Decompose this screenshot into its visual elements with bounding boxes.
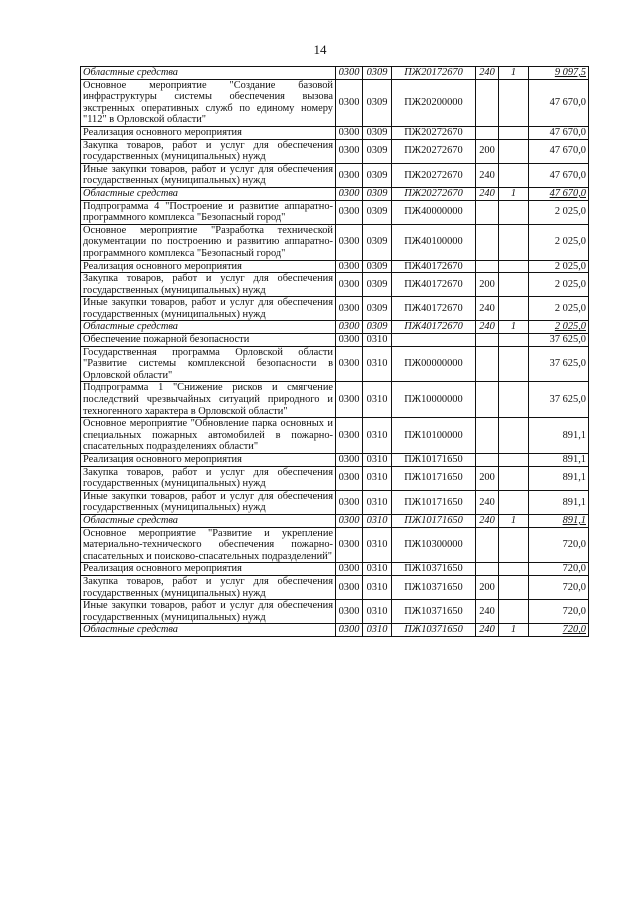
row-source-cell	[499, 600, 529, 624]
row-amount-cell: 720,0	[529, 624, 589, 637]
row-source-cell	[499, 260, 529, 273]
row-expense-type-cell	[476, 346, 499, 382]
row-amount-cell: 720,0	[529, 600, 589, 624]
row-expense-type-cell	[476, 382, 499, 418]
row-source-cell	[499, 334, 529, 347]
table-row	[81, 418, 589, 454]
row-name-cell: Основное мероприятие "Разработка технической документации по построению и развитию аппаратно-программного комплекса "Безопасный город"	[81, 224, 336, 260]
table-row	[81, 575, 589, 599]
row-source-cell	[499, 200, 529, 224]
row-subsection-cell: 0310	[363, 514, 392, 527]
row-amount-cell: 2 025,0	[529, 200, 589, 224]
row-subsection-cell: 0309	[363, 139, 392, 163]
row-amount-cell: 891,1	[529, 418, 589, 454]
table-row	[81, 346, 589, 382]
row-amount-cell: 720,0	[529, 575, 589, 599]
row-expense-type-cell: 240	[476, 163, 499, 187]
row-name-cell: Иные закупки товаров, работ и услуг для обеспечения государственных (муниципальных) нужд	[81, 600, 336, 624]
row-name-cell: Закупка товаров, работ и услуг для обеспечения государственных (муниципальных) нужд	[81, 466, 336, 490]
row-name-cell: Областные средства	[81, 624, 336, 637]
row-subsection-cell: 0309	[363, 163, 392, 187]
row-source-cell	[499, 224, 529, 260]
row-subsection-cell: 0309	[363, 126, 392, 139]
row-amount-cell: 2 025,0	[529, 321, 589, 334]
row-target-article-cell: ПЖ10000000	[392, 382, 476, 418]
row-expense-type-cell	[476, 527, 499, 563]
row-expense-type-cell	[476, 563, 499, 576]
row-source-cell	[499, 382, 529, 418]
row-name-cell: Областные средства	[81, 187, 336, 200]
row-expense-type-cell	[476, 79, 499, 126]
table-row	[81, 79, 589, 126]
row-target-article-cell: ПЖ40172670	[392, 260, 476, 273]
row-expense-type-cell	[476, 454, 499, 467]
table-row	[81, 624, 589, 637]
row-source-cell	[499, 346, 529, 382]
row-target-article-cell: ПЖ20272670	[392, 126, 476, 139]
table-row	[81, 321, 589, 334]
row-section-cell: 0300	[336, 224, 363, 260]
row-subsection-cell: 0310	[363, 575, 392, 599]
row-name-cell: Основное мероприятие "Создание базовой инфраструктуры системы обеспечения вызова экстренных оперативных служб по единому номеру "112" в Орловской области"	[81, 79, 336, 126]
table-row	[81, 187, 589, 200]
row-name-cell: Реализация основного мероприятия	[81, 260, 336, 273]
row-target-article-cell: ПЖ10171650	[392, 514, 476, 527]
row-expense-type-cell	[476, 126, 499, 139]
row-subsection-cell: 0309	[363, 273, 392, 297]
row-source-cell	[499, 527, 529, 563]
row-section-cell: 0300	[336, 575, 363, 599]
row-source-cell: 1	[499, 514, 529, 527]
table-row	[81, 382, 589, 418]
row-source-cell	[499, 466, 529, 490]
row-name-cell: Иные закупки товаров, работ и услуг для обеспечения государственных (муниципальных) нужд	[81, 490, 336, 514]
table-row	[81, 454, 589, 467]
budget-table	[80, 66, 589, 637]
page-number: 14	[313, 42, 327, 57]
table-row	[81, 600, 589, 624]
row-expense-type-cell	[476, 200, 499, 224]
row-expense-type-cell: 200	[476, 273, 499, 297]
row-source-cell	[499, 163, 529, 187]
row-source-cell	[499, 575, 529, 599]
row-section-cell: 0300	[336, 139, 363, 163]
row-target-article-cell: ПЖ20272670	[392, 139, 476, 163]
row-source-cell	[499, 297, 529, 321]
row-subsection-cell: 0309	[363, 260, 392, 273]
row-amount-cell: 47 670,0	[529, 187, 589, 200]
row-source-cell	[499, 454, 529, 467]
row-target-article-cell: ПЖ10371650	[392, 624, 476, 637]
row-source-cell	[499, 273, 529, 297]
row-target-article-cell: ПЖ10300000	[392, 527, 476, 563]
row-target-article-cell: ПЖ10171650	[392, 454, 476, 467]
row-expense-type-cell	[476, 224, 499, 260]
table-row	[81, 200, 589, 224]
row-target-article-cell: ПЖ10171650	[392, 490, 476, 514]
row-subsection-cell: 0310	[363, 346, 392, 382]
row-section-cell: 0300	[336, 490, 363, 514]
row-section-cell: 0300	[336, 418, 363, 454]
row-target-article-cell: ПЖ20272670	[392, 187, 476, 200]
row-subsection-cell: 0309	[363, 321, 392, 334]
row-name-cell: Государственная программа Орловской области "Развитие системы комплексной безопасности в Орловской области"	[81, 346, 336, 382]
table-row	[81, 563, 589, 576]
row-expense-type-cell	[476, 418, 499, 454]
row-source-cell	[499, 418, 529, 454]
row-target-article-cell: ПЖ20200000	[392, 79, 476, 126]
table-row	[81, 527, 589, 563]
row-name-cell: Областные средства	[81, 67, 336, 80]
row-name-cell: Основное мероприятие "Развитие и укрепление материально-технического обеспечения пожарно-спасательных и поисково-спасательных подразделений"	[81, 527, 336, 563]
row-name-cell: Областные средства	[81, 321, 336, 334]
row-target-article-cell: ПЖ40000000	[392, 200, 476, 224]
row-name-cell: Реализация основного мероприятия	[81, 563, 336, 576]
row-source-cell	[499, 79, 529, 126]
row-target-article-cell: ПЖ20172670	[392, 67, 476, 80]
row-subsection-cell: 0310	[363, 418, 392, 454]
row-amount-cell: 37 625,0	[529, 346, 589, 382]
row-source-cell: 1	[499, 624, 529, 637]
row-amount-cell: 47 670,0	[529, 163, 589, 187]
row-subsection-cell: 0310	[363, 563, 392, 576]
row-expense-type-cell: 240	[476, 67, 499, 80]
row-target-article-cell: ПЖ20272670	[392, 163, 476, 187]
table-row	[81, 466, 589, 490]
row-amount-cell: 2 025,0	[529, 224, 589, 260]
table-row	[81, 139, 589, 163]
row-section-cell: 0300	[336, 334, 363, 347]
row-section-cell: 0300	[336, 321, 363, 334]
row-amount-cell: 891,1	[529, 490, 589, 514]
row-section-cell: 0300	[336, 67, 363, 80]
row-name-cell: Подпрограмма 4 "Построение и развитие аппаратно-программного комплекса "Безопасный город"	[81, 200, 336, 224]
row-name-cell: Подпрограмма 1 "Снижение рисков и смягчение последствий чрезвычайных ситуаций природного и техногенного характера в Орловской области"	[81, 382, 336, 418]
row-subsection-cell: 0309	[363, 67, 392, 80]
row-source-cell	[499, 563, 529, 576]
row-section-cell: 0300	[336, 163, 363, 187]
row-source-cell	[499, 139, 529, 163]
row-name-cell: Иные закупки товаров, работ и услуг для обеспечения государственных (муниципальных) нужд	[81, 297, 336, 321]
row-target-article-cell: ПЖ00000000	[392, 346, 476, 382]
table-row	[81, 126, 589, 139]
row-section-cell: 0300	[336, 273, 363, 297]
row-source-cell	[499, 490, 529, 514]
row-section-cell: 0300	[336, 260, 363, 273]
row-amount-cell: 891,1	[529, 466, 589, 490]
row-section-cell: 0300	[336, 466, 363, 490]
row-subsection-cell: 0310	[363, 454, 392, 467]
table-row	[81, 297, 589, 321]
row-subsection-cell: 0310	[363, 334, 392, 347]
row-expense-type-cell: 240	[476, 624, 499, 637]
row-expense-type-cell: 240	[476, 297, 499, 321]
row-subsection-cell: 0309	[363, 297, 392, 321]
row-section-cell: 0300	[336, 126, 363, 139]
row-name-cell: Закупка товаров, работ и услуг для обеспечения государственных (муниципальных) нужд	[81, 273, 336, 297]
row-expense-type-cell: 240	[476, 600, 499, 624]
row-section-cell: 0300	[336, 346, 363, 382]
row-section-cell: 0300	[336, 382, 363, 418]
table-row	[81, 514, 589, 527]
row-target-article-cell: ПЖ40100000	[392, 224, 476, 260]
row-source-cell: 1	[499, 67, 529, 80]
row-section-cell: 0300	[336, 454, 363, 467]
row-amount-cell: 47 670,0	[529, 139, 589, 163]
row-expense-type-cell	[476, 334, 499, 347]
row-source-cell	[499, 126, 529, 139]
row-source-cell: 1	[499, 187, 529, 200]
row-subsection-cell: 0309	[363, 224, 392, 260]
row-subsection-cell: 0310	[363, 624, 392, 637]
row-target-article-cell: ПЖ10371650	[392, 563, 476, 576]
row-name-cell: Реализация основного мероприятия	[81, 126, 336, 139]
table-row	[81, 163, 589, 187]
row-subsection-cell: 0310	[363, 382, 392, 418]
row-subsection-cell: 0310	[363, 527, 392, 563]
row-amount-cell: 2 025,0	[529, 260, 589, 273]
row-expense-type-cell: 240	[476, 490, 499, 514]
row-subsection-cell: 0310	[363, 600, 392, 624]
row-name-cell: Основное мероприятие "Обновление парка основных и специальных пожарных автомобилей в пожарно-спасательных подразделениях области"	[81, 418, 336, 454]
row-amount-cell: 891,1	[529, 514, 589, 527]
row-section-cell: 0300	[336, 187, 363, 200]
row-amount-cell: 47 670,0	[529, 126, 589, 139]
row-amount-cell: 37 625,0	[529, 382, 589, 418]
table-body	[81, 67, 589, 637]
row-amount-cell: 2 025,0	[529, 297, 589, 321]
row-expense-type-cell	[476, 260, 499, 273]
row-amount-cell: 891,1	[529, 454, 589, 467]
row-target-article-cell: ПЖ10371650	[392, 575, 476, 599]
row-subsection-cell: 0309	[363, 79, 392, 126]
row-expense-type-cell: 200	[476, 139, 499, 163]
row-name-cell: Иные закупки товаров, работ и услуг для обеспечения государственных (муниципальных) нужд	[81, 163, 336, 187]
table-row	[81, 490, 589, 514]
row-target-article-cell: ПЖ40172670	[392, 297, 476, 321]
row-expense-type-cell: 240	[476, 514, 499, 527]
row-source-cell: 1	[499, 321, 529, 334]
row-target-article-cell	[392, 334, 476, 347]
row-section-cell: 0300	[336, 527, 363, 563]
row-section-cell: 0300	[336, 79, 363, 126]
row-amount-cell: 720,0	[529, 527, 589, 563]
row-name-cell: Реализация основного мероприятия	[81, 454, 336, 467]
row-expense-type-cell: 200	[476, 466, 499, 490]
row-target-article-cell: ПЖ10100000	[392, 418, 476, 454]
row-section-cell: 0300	[336, 200, 363, 224]
table-row	[81, 260, 589, 273]
row-name-cell: Закупка товаров, работ и услуг для обеспечения государственных (муниципальных) нужд	[81, 139, 336, 163]
row-target-article-cell: ПЖ10371650	[392, 600, 476, 624]
row-amount-cell: 9 097,5	[529, 67, 589, 80]
row-section-cell: 0300	[336, 297, 363, 321]
row-expense-type-cell: 240	[476, 321, 499, 334]
row-name-cell: Областные средства	[81, 514, 336, 527]
row-section-cell: 0300	[336, 624, 363, 637]
row-subsection-cell: 0310	[363, 466, 392, 490]
row-target-article-cell: ПЖ10171650	[392, 466, 476, 490]
row-section-cell: 0300	[336, 563, 363, 576]
table-row	[81, 334, 589, 347]
row-name-cell: Обеспечение пожарной безопасности	[81, 334, 336, 347]
table-row	[81, 67, 589, 80]
row-subsection-cell: 0309	[363, 187, 392, 200]
row-subsection-cell: 0310	[363, 490, 392, 514]
row-amount-cell: 2 025,0	[529, 273, 589, 297]
row-expense-type-cell: 200	[476, 575, 499, 599]
row-subsection-cell: 0309	[363, 200, 392, 224]
row-name-cell: Закупка товаров, работ и услуг для обеспечения государственных (муниципальных) нужд	[81, 575, 336, 599]
row-target-article-cell: ПЖ40172670	[392, 321, 476, 334]
row-amount-cell: 47 670,0	[529, 79, 589, 126]
row-target-article-cell: ПЖ40172670	[392, 273, 476, 297]
row-section-cell: 0300	[336, 514, 363, 527]
table-row	[81, 224, 589, 260]
row-expense-type-cell: 240	[476, 187, 499, 200]
row-section-cell: 0300	[336, 600, 363, 624]
row-amount-cell: 37 625,0	[529, 334, 589, 347]
table-row	[81, 273, 589, 297]
row-amount-cell: 720,0	[529, 563, 589, 576]
